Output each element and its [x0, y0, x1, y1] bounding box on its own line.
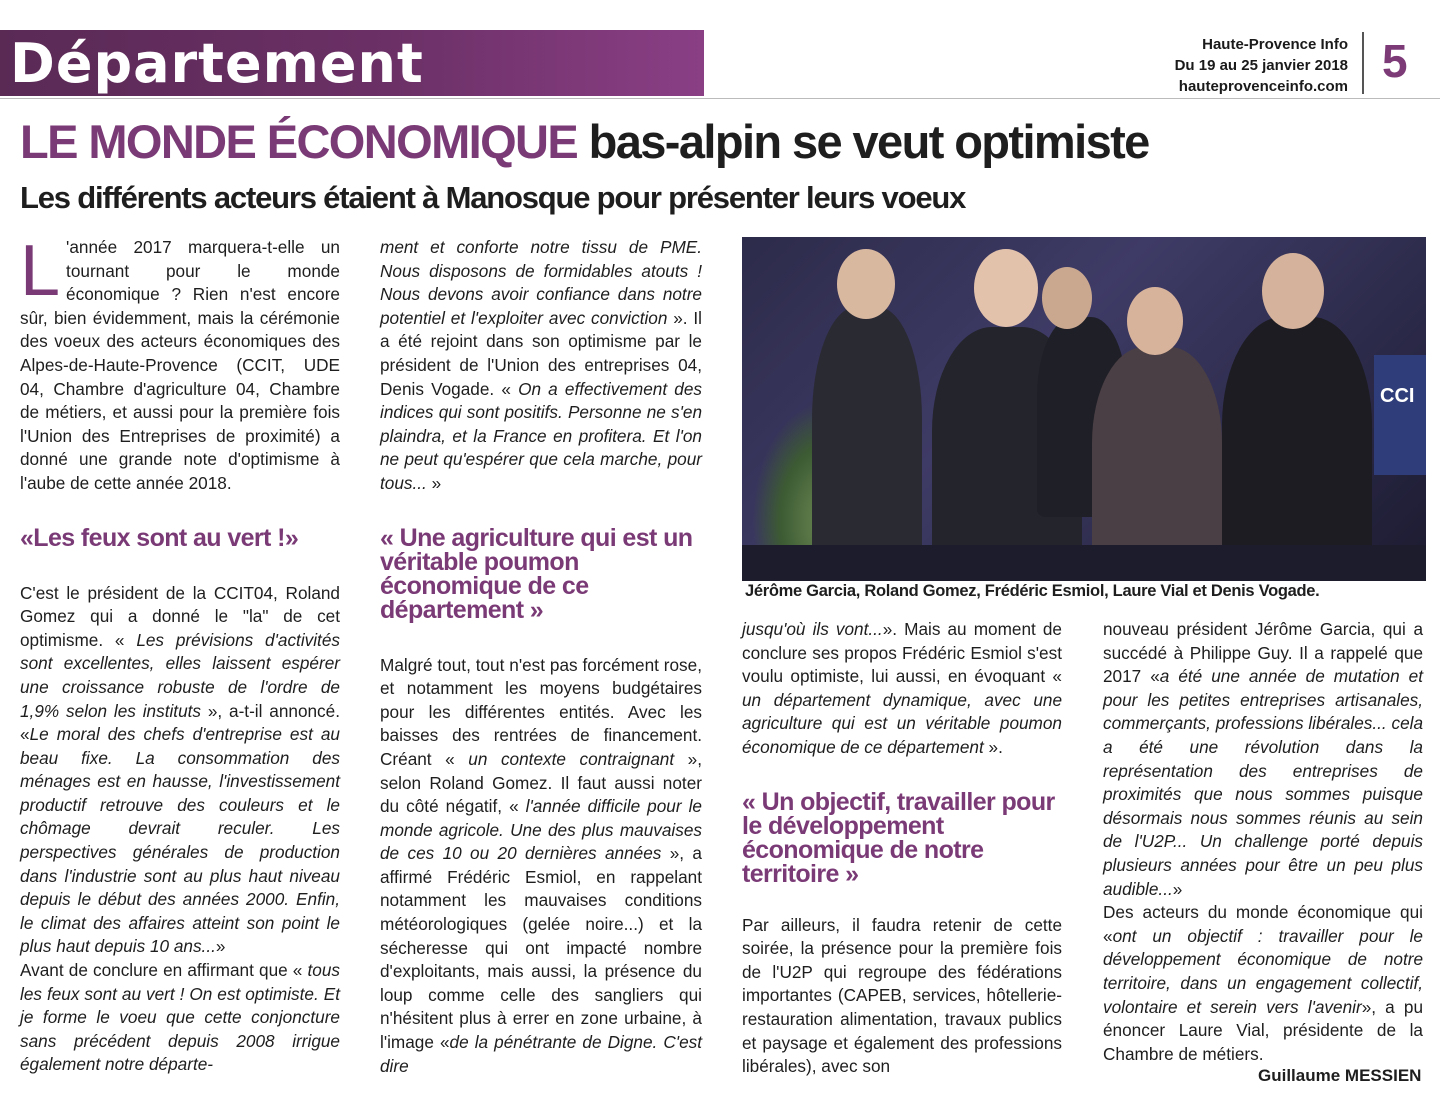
photo-caption: Jérôme Garcia, Roland Gomez, Frédéric Esmiol, Laure Vial et Denis Vogade. — [745, 582, 1320, 600]
paragraph: C'est le président de la CCIT04, Roland Gomez qui a donné le "la" de cet optimisme. « Les prévisions d'activités sont excellentes, elles laissent espérer une croissance robuste de l'ordre de 1,9% selon les instituts », a-t-il annoncé. «Le moral des chefs d'entreprise est au beau fixe. La consommation des ménages est en hausse, l'investissement productif retrouve des couleurs et le chômage devrait reculer. Les perspectives générales de production dans l'industrie sont au plus haut niveau depuis le début des années 2000. Enfin, le climat des affaires atteint son point le plus haut depuis 10 ans...» — [20, 582, 340, 957]
person-head — [1262, 253, 1324, 329]
publication-dates: Du 19 au 25 janvier 2018 — [1174, 57, 1348, 74]
person-head — [1042, 267, 1092, 329]
paragraph: jusqu'où ils vont...». Mais au moment de conclure ses propos Frédéric Esmiol s'est voulu optimiste, lui aussi, en évoquant « un département dynamique, avec une agriculture qui est un véritable poumon économique de ce département ». — [742, 619, 1062, 757]
person-head — [974, 249, 1038, 327]
person-head — [837, 249, 895, 319]
person-head — [1127, 287, 1183, 355]
paragraph: ment et conforte notre tissu de PME. Nous disposons de formidables atouts ! Nous devons avoir confiance dans notre potentiel et l'exploiter avec conviction ». Il a été rejoint dans son optimisme par le président de l'Union des entreprises 04, Denis Vogade. « On a effectivement des indices qui sont positifs. Personne ne s'en plaindra, et la France en profitera. Et l'on ne peut qu'espérer que cela marche, pour tous... » — [380, 237, 702, 493]
publication-website: hauteprovenceinfo.com — [1178, 78, 1348, 95]
author-last-name: MESSIEN — [1344, 1066, 1422, 1085]
person-silhouette — [1222, 317, 1372, 581]
article-column-2 — [380, 236, 702, 1078]
cci-banner: CCI — [1374, 355, 1426, 475]
subheading-objectif: « Un objectif, travailler pour le développement économique de notre territoire » — [742, 787, 1055, 888]
publication-name: Haute-Provence Info — [1202, 36, 1348, 53]
section-title: Département — [10, 32, 424, 95]
person-silhouette — [812, 307, 922, 581]
article-author — [1258, 1066, 1421, 1086]
article-photo — [742, 237, 1426, 581]
headline-emphasis: LE MONDE ÉCONOMIQUE — [20, 115, 578, 168]
article-column-1 — [20, 231, 340, 1077]
subheading-feux-vert: «Les feux sont au vert !» — [20, 523, 299, 552]
stage-floor — [742, 545, 1426, 581]
paragraph: Des acteurs du monde économique qui «ont un objectif : travailler pour le développement économique de notre territoire, dans un engagement collectif, volontaire et serein vers l'avenir», a pu énoncer Laure Vial, présidente de la Chambre de métiers. — [1103, 902, 1424, 1064]
article-headline — [20, 112, 1149, 172]
publication-info — [1175, 34, 1348, 97]
headline-rest: bas-alpin se veut optimiste — [588, 115, 1149, 168]
header-rule — [0, 98, 1440, 99]
drop-cap: L — [20, 231, 61, 311]
paragraph: Avant de conclure en affirmant que « tous les feux sont au vert ! On est optimiste. Et je forme le voeu que cette conjoncture sans précédent depuis 2008 irrigue également notre départe- — [20, 960, 340, 1075]
lead-paragraph: L 'année 2017 marquera-t-elle un tournant pour le monde économique ? Rien n'est encore sûr, bien évidemment, mais la cérémonie des voeux des acteurs économiques des Alpes-de-Haute-Provence (CCIT, UDE 04, Chambre d'agriculture 04, Chambre de métiers, et aussi pour la première fois l'Union des Entreprises de proximité) a donné une grande note d'optimisme à l'aube de cette année 2018. — [20, 231, 340, 493]
author-first-name: Guillaume — [1258, 1066, 1341, 1085]
article-column-3 — [742, 618, 1062, 1079]
page-number: 5 — [1382, 35, 1408, 87]
paragraph: Par ailleurs, il faudra retenir de cette soirée, la présence pour la première fois de l'U2P qui regroupe des fédérations importantes (CAPEB, services, hôtellerie-restauration alimentation, travaux publics et paysage et également des professions libérales), avec son — [742, 914, 1062, 1077]
paragraph: nouveau président Jérôme Garcia, qui a succédé à Philippe Guy. Il a rappelé que 2017 «a été une année de mutation et pour les petites entreprises artisanales, commerçants, professions libérales... cela a été une révolution dans la représentation des entreprises de proximités que nous sommes puisque désormais nous sommes réunis au sein de l'U2P... Un challenge porté depuis plusieurs années pour être un peu plus audible...» — [1103, 619, 1424, 899]
paragraph: Malgré tout, tout n'est pas forcément rose, et notamment les moyens budgétaires pour les différentes entités. Avec les baisses des rentrées de financement. Créant « un contexte contraignant », selon Roland Gomez. Il faut aussi noter du côté négatif, « l'année difficile pour le monde agricole. Une des plus mauvaises de ces 10 ou 20 dernières années », a affirmé Frédéric Esmiol, en rappelant notamment les mauvaises conditions météorologiques (gelée noire...) et la sécheresse qui ont impacté nombre d'exploitants, mais aussi, la présence du loup comme celle des sangliers qui n'hésitent plus à errer en zone urbaine, à l'image «de la pénétrante de Digne. C'est dire — [380, 654, 703, 1076]
subheading-agriculture: « Une agriculture qui est un véritable poumon économique de ce département » — [380, 523, 693, 624]
article-column-4 — [1103, 618, 1423, 1066]
header-divider — [1362, 32, 1364, 94]
article-subtitle: Les différents acteurs étaient à Manosque pour présenter leurs voeux — [20, 180, 966, 215]
